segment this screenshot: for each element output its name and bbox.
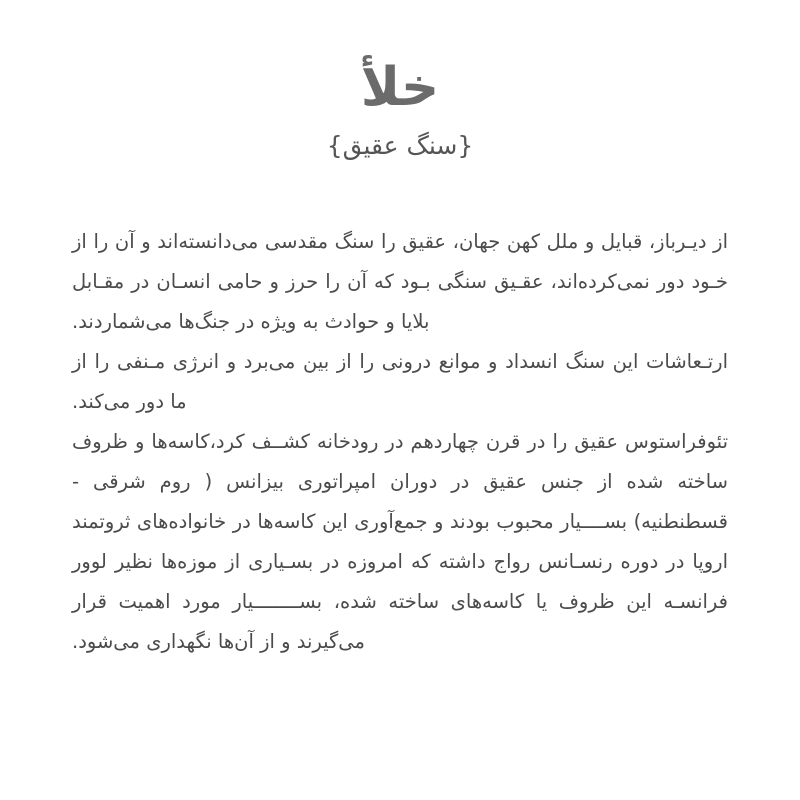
body-paragraph-3: تئوفراستوس عقیق را در قرن چهاردهم در رودخانه کشــف کرد،کاسه‌ها و ظروف ساخته شده از جنس عقیق در دوران امپراتوری بیزانس ( روم شرقی - قسطنطنیه) بســــیار محبوب بودند و جمع‌آوری این کاسه‌ها در خانواده‌های ثروتمند اروپا در دوره رنسـانس رواج داشته که امروزه در بسـیاری از موزه‌ها نظیر لوور فرانسـه این ظروف یا کاسه‌های ساخته شده، بســــــــیار مورد اهمیت قرار می‌گیرند و از آن‌ها نگهداری می‌شود. xyxy=(72,430,728,653)
document-masthead xyxy=(0,58,800,161)
page-subtitle: {سنگ عقیق} xyxy=(326,131,474,161)
page-title: خلأ xyxy=(360,57,440,118)
body-paragraph-2: ارتـعاشات این سنگ انسداد و موانع درونی را از بین می‌برد و انرژی مـنفی را از ما دور می‌کند. xyxy=(72,350,728,413)
document-body xyxy=(72,222,728,662)
body-paragraph-1: از دیـرباز، قبایل و ملل کهن جهان، عقیق را سنگ مقدسی می‌دانسته‌اند و آن را از خـود دور نمی‌کرده‌اند، عقـیق سنگی بـود که آن را حرز و حامی انسـان در مقـابل بلایا و حوادث به ویژه در جنگ‌ها می‌شماردند. xyxy=(72,230,728,333)
